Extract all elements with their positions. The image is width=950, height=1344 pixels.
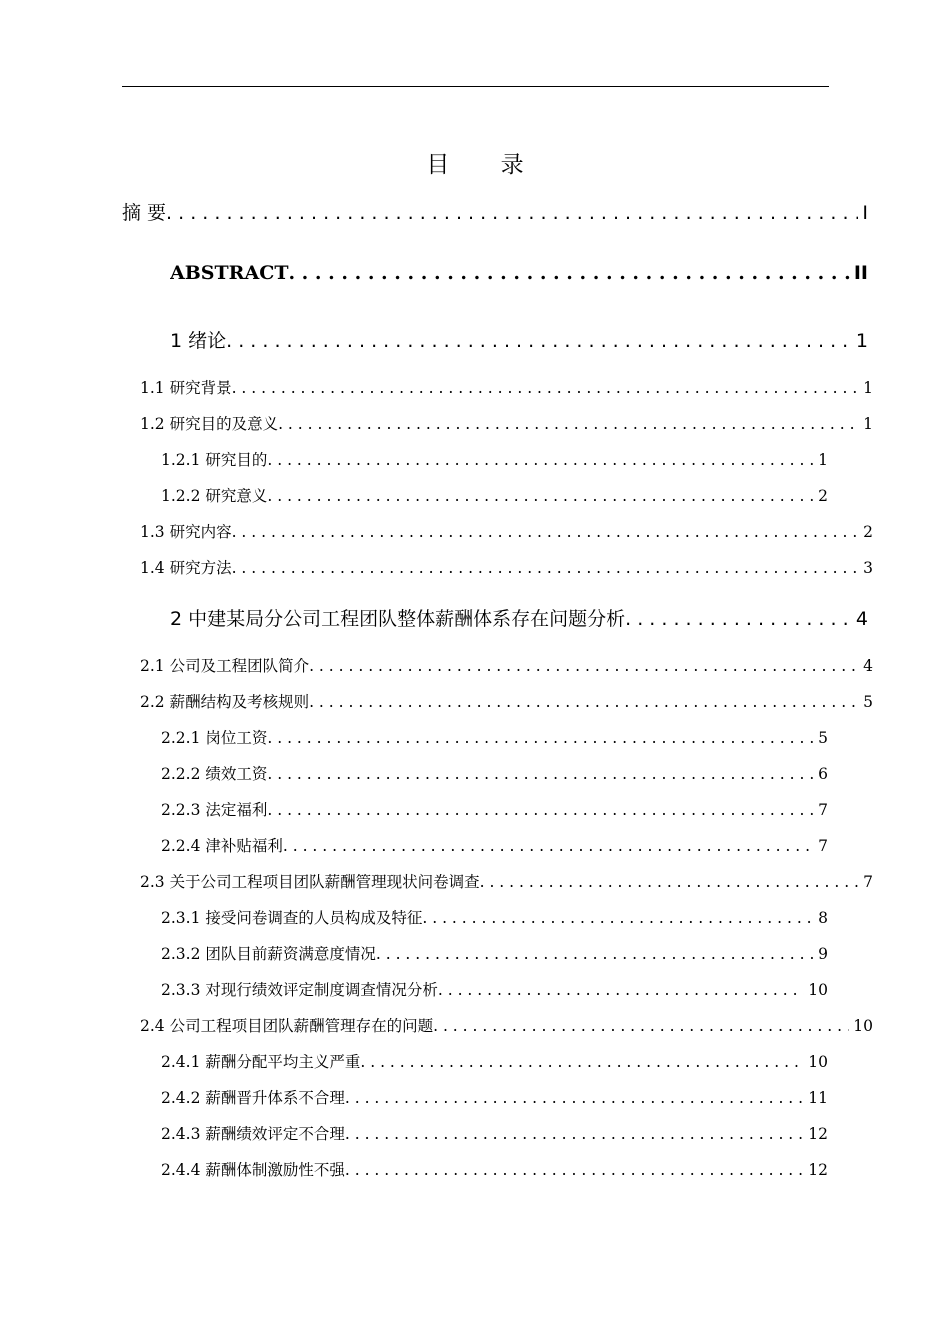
toc-entry-label: 2.2.4 津补贴福利: [161, 837, 283, 855]
toc-entry-2-2[interactable]: [140, 690, 873, 714]
toc-leader-dots: [267, 801, 814, 819]
toc-entry-label: 1.3 研究内容: [140, 523, 232, 541]
toc-entry-page: 1: [855, 330, 868, 352]
toc-entry-page: 10: [853, 1017, 873, 1035]
toc-entry-page: 6: [818, 765, 828, 783]
toc-leader-dots: [267, 729, 814, 747]
toc-entry-label: 2 中建某局分公司工程团队整体薪酬体系存在问题分析: [170, 608, 626, 630]
toc-entry-label: 2.4.2 薪酬晋升体系不合理: [161, 1089, 345, 1107]
toc-entry-label: 1 绪论: [170, 330, 227, 352]
toc-leader-dots: [345, 1089, 804, 1107]
toc-entry-chapter-2[interactable]: [170, 604, 868, 632]
toc-entry-2-2-4[interactable]: [161, 834, 828, 858]
toc-leader-dots: [345, 1161, 804, 1179]
toc-entry-page: 5: [818, 729, 828, 747]
toc-leader-dots: [309, 693, 859, 711]
toc-entry-1-4[interactable]: [140, 556, 873, 580]
toc-entry-page: 1: [818, 451, 828, 469]
header-rule: [122, 86, 829, 87]
toc-entry-2-4-3[interactable]: [161, 1122, 828, 1146]
toc-leader-dots: [232, 523, 860, 541]
toc-leader-dots: [480, 873, 860, 891]
toc-entry-label: 2.4.3 薪酬绩效评定不合理: [161, 1125, 345, 1143]
toc-leader-dots: [166, 202, 858, 224]
toc-leader-dots: [226, 330, 852, 352]
toc-entry-2-4[interactable]: [140, 1014, 873, 1038]
toc-entry-1-2-1[interactable]: [161, 448, 828, 472]
toc-leader-dots: [232, 559, 860, 577]
toc-entry-page: 9: [818, 945, 828, 963]
toc-entry-label: 1.1 研究背景: [140, 379, 232, 397]
toc-entry-label: 1.2 研究目的及意义: [140, 415, 279, 433]
toc-entry-page: 7: [818, 837, 828, 855]
toc-entry-label: 2.1 公司及工程团队简介: [140, 657, 310, 675]
toc-entry-2-2-1[interactable]: [161, 726, 828, 750]
toc-leader-dots: [438, 981, 804, 999]
toc-entry-2-2-2[interactable]: [161, 762, 828, 786]
toc-entry-2-3-1[interactable]: [161, 906, 828, 930]
toc-entry-page: 2: [818, 487, 828, 505]
toc-entry-1-1[interactable]: [140, 376, 873, 400]
toc-entry-label: 2.4 公司工程项目团队薪酬管理存在的问题: [140, 1017, 434, 1035]
toc-entry-page: 8: [818, 909, 828, 927]
toc-entry-page: 7: [818, 801, 828, 819]
toc-entry-label: 1.4 研究方法: [140, 559, 232, 577]
toc-entry-page: 5: [863, 693, 873, 711]
toc-entry-2-4-1[interactable]: [161, 1050, 828, 1074]
toc-entry-2-2-3[interactable]: [161, 798, 828, 822]
toc-entry-page: 12: [808, 1125, 828, 1143]
toc-entry-1-2-2[interactable]: [161, 484, 828, 508]
toc-entry-abstract-cn[interactable]: [122, 198, 868, 226]
toc-leader-dots: [360, 1053, 804, 1071]
toc-entry-label: 2.3.1 接受问卷调查的人员构成及特征: [161, 909, 423, 927]
toc-entry-page: 7: [863, 873, 873, 891]
toc-entry-label: 1.2.1 研究目的: [161, 451, 268, 469]
toc-entry-page: I: [862, 202, 868, 224]
toc-leader-dots: [433, 1017, 849, 1035]
toc-entry-1-3[interactable]: [140, 520, 873, 544]
toc-leader-dots: [288, 262, 849, 284]
toc-entry-page: 12: [808, 1161, 828, 1179]
toc-leader-dots: [345, 1125, 804, 1143]
toc-entry-label: 2.3.3 对现行绩效评定制度调查情况分析: [161, 981, 438, 999]
toc-entry-page: 4: [855, 608, 868, 630]
toc-entry-label: 摘 要: [122, 202, 167, 224]
toc-leader-dots: [283, 837, 814, 855]
toc-entry-chapter-1[interactable]: [170, 326, 868, 354]
toc-entry-label: 2.2 薪酬结构及考核规则: [140, 693, 310, 711]
toc-entry-label: 2.3.2 团队目前薪资满意度情况: [161, 945, 376, 963]
toc-title: 目 录: [426, 152, 546, 178]
toc-entry-abstract-en[interactable]: [170, 262, 868, 290]
toc-entry-label: ABSTRACT: [170, 262, 289, 284]
toc-leader-dots: [422, 909, 814, 927]
toc-entry-label: 2.4.4 薪酬体制激励性不强: [161, 1161, 345, 1179]
toc-entry-2-1[interactable]: [140, 654, 873, 678]
toc-entry-page: 11: [808, 1089, 828, 1107]
toc-entry-page: 1: [863, 415, 873, 433]
toc-leader-dots: [267, 451, 814, 469]
toc-entry-label: 2.2.3 法定福利: [161, 801, 268, 819]
toc-leader-dots: [625, 608, 852, 630]
toc-leader-dots: [267, 765, 814, 783]
toc-entry-2-3-3[interactable]: [161, 978, 828, 1002]
toc-entry-label: 2.2.1 岗位工资: [161, 729, 268, 747]
toc-entry-label: 2.2.2 绩效工资: [161, 765, 268, 783]
toc-entry-label: 1.2.2 研究意义: [161, 487, 268, 505]
toc-entry-page: 2: [863, 523, 873, 541]
toc-entry-page: 3: [863, 559, 873, 577]
toc-entry-2-4-4[interactable]: [161, 1158, 828, 1182]
toc-leader-dots: [267, 487, 814, 505]
toc-entry-page: 1: [863, 379, 873, 397]
toc-entry-2-4-2[interactable]: [161, 1086, 828, 1110]
toc-entry-2-3-2[interactable]: [161, 942, 828, 966]
toc-leader-dots: [278, 415, 859, 433]
toc-entry-page: 10: [808, 1053, 828, 1071]
toc-entry-page: II: [853, 262, 868, 284]
toc-entry-page: 10: [808, 981, 828, 999]
toc-entry-label: 2.4.1 薪酬分配平均主义严重: [161, 1053, 361, 1071]
toc-entry-1-2[interactable]: [140, 412, 873, 436]
toc-leader-dots: [309, 657, 859, 675]
toc-entry-2-3[interactable]: [140, 870, 873, 894]
toc-entry-page: 4: [863, 657, 873, 675]
toc-leader-dots: [232, 379, 860, 397]
toc-leader-dots: [376, 945, 814, 963]
toc-entry-label: 2.3 关于公司工程项目团队薪酬管理现状问卷调查: [140, 873, 480, 891]
